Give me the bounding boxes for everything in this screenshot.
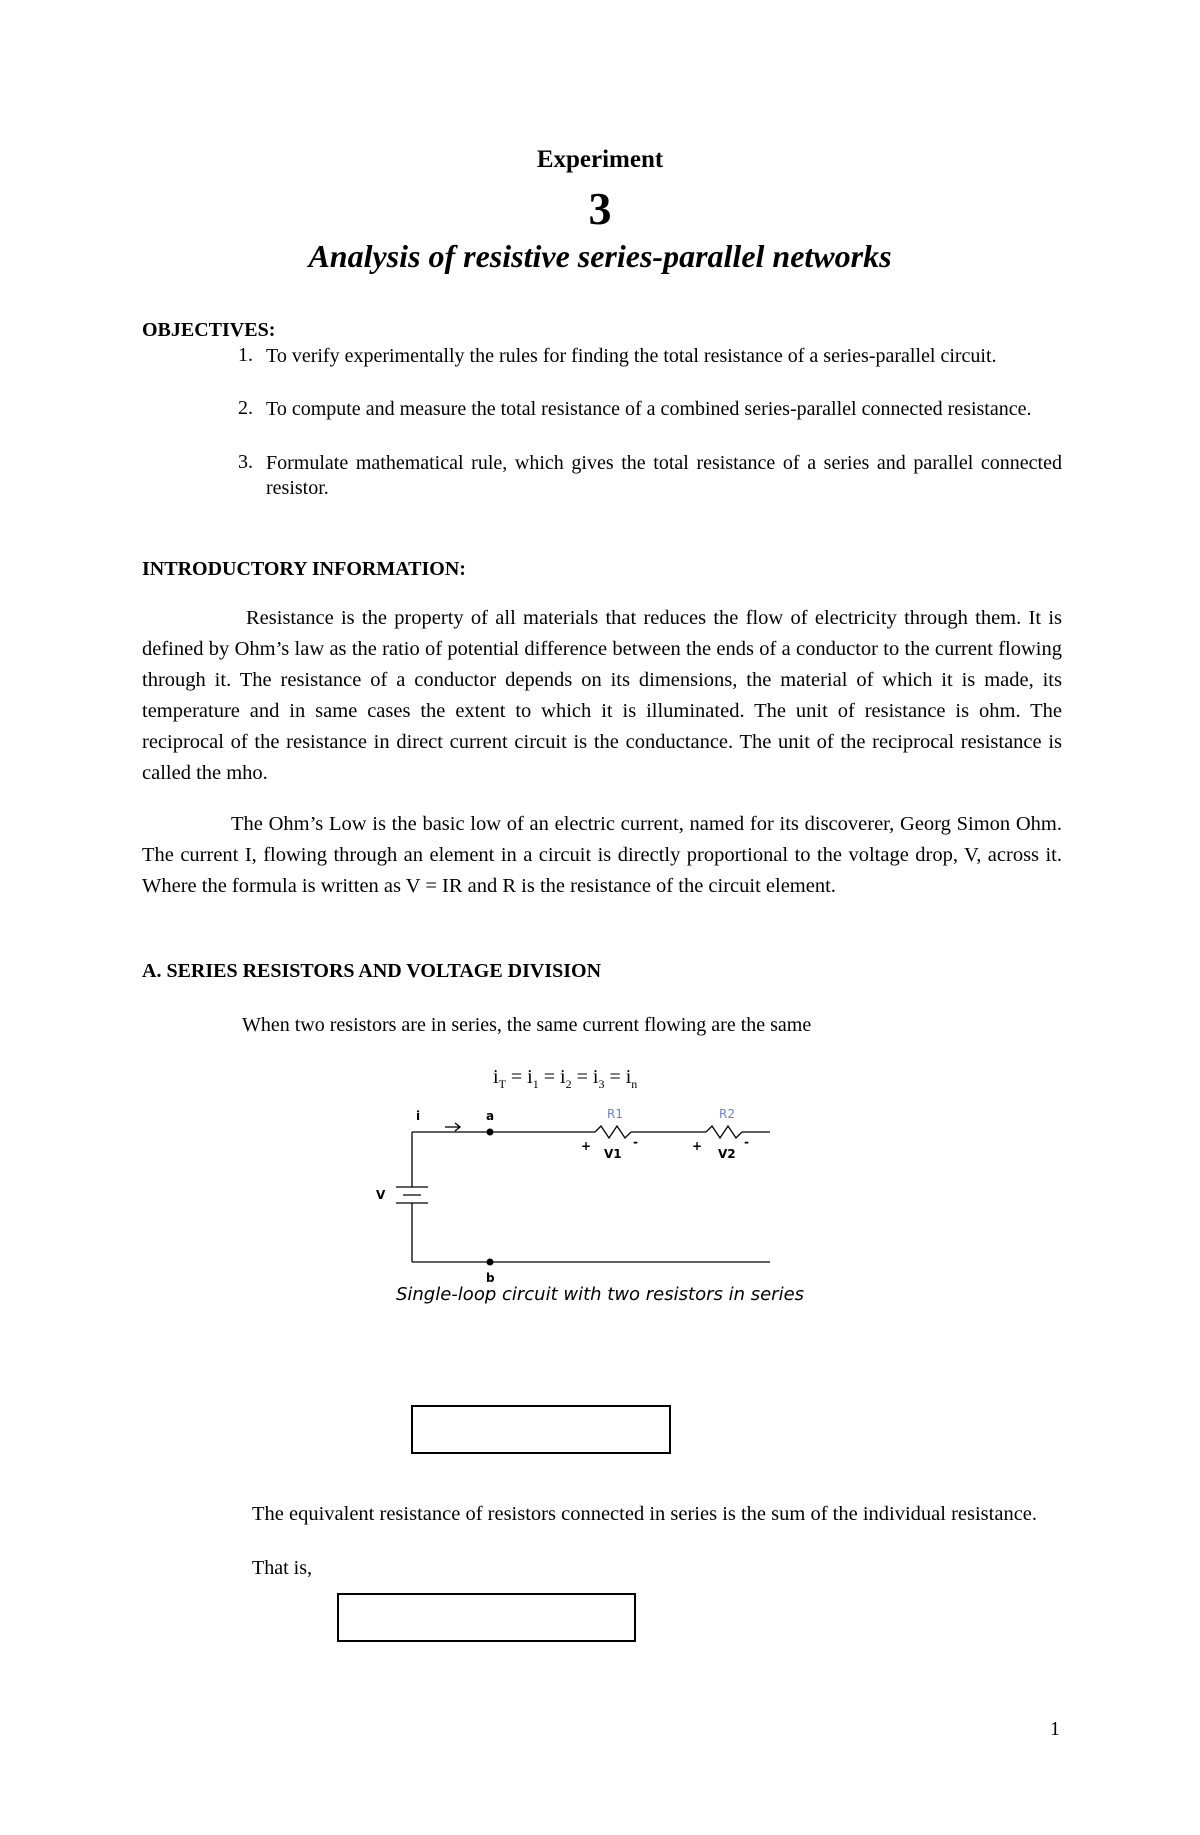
v1-label: V1 — [604, 1147, 622, 1161]
v2-minus: - — [744, 1135, 749, 1149]
series-circuit-diagram — [360, 1100, 790, 1300]
intro-paragraph-1: Resistance is the property of all materials that reduces the flow of electricity through them. It is defined by Ohm’s law as the ratio of potential difference between the ends of a conductor to the current flowing through it. The resistance of a conductor depends on its dimensions, the material of which it is made, its temperature and in same cases the extent to which it is illuminated. The unit of resistance is ohm. The reciprocal of the resistance in direct current circuit is the conductance. The unit of the reciprocal resistance is called the mho. — [142, 607, 1062, 784]
r1-label: R1 — [607, 1107, 623, 1121]
experiment-number: 3 — [588, 183, 612, 234]
intro-heading: INTRODUCTORY INFORMATION: — [142, 558, 466, 580]
v1-minus: - — [633, 1135, 638, 1149]
objective-number: 2. — [238, 397, 253, 419]
page-title: Analysis of resistive series-parallel networks — [308, 238, 892, 274]
node-b-label: b — [486, 1271, 495, 1285]
equivalent-resistance-text: The equivalent resistance of resistors connected in series is the sum of the individual resistance. — [252, 1503, 1038, 1525]
source-label: V — [376, 1188, 386, 1202]
circuit-caption: Single-loop circuit with two resistors in series — [395, 1284, 805, 1305]
formula-box-voltage — [411, 1405, 671, 1454]
current-label: i — [416, 1109, 421, 1123]
objective-number: 3. — [238, 451, 253, 473]
objective-number: 1. — [238, 344, 253, 366]
v2-plus: + — [692, 1139, 703, 1153]
node-a-dot — [487, 1129, 494, 1136]
intro-paragraph-2: The Ohm’s Low is the basic low of an electric current, named for its discoverer, Georg Simon Ohm. The current I, flowing through an element in a circuit is directly proportional to the voltage drop, V, across it. Where the formula is written as V = IR and R is the resistance of the circuit element. — [142, 813, 1062, 897]
that-is-text: That is, — [252, 1557, 312, 1579]
experiment-label: Experiment — [536, 146, 664, 173]
node-b-dot — [487, 1259, 494, 1266]
current-equation: $i_T = i_1 = i_2 = i_3 = i_n$ — [493, 1066, 638, 1091]
node-a-label: a — [486, 1109, 495, 1123]
objective-item: Formulate mathematical rule, which gives the total resistance of a series and parallel connected resistor. — [266, 452, 1062, 499]
objectives-heading: OBJECTIVES: — [142, 319, 276, 341]
page-number: 1 — [1050, 1718, 1060, 1740]
v1-plus: + — [581, 1139, 592, 1153]
v2-label: V2 — [718, 1147, 736, 1161]
section-a-heading: A. SERIES RESISTORS AND VOLTAGE DIVISION — [142, 960, 602, 982]
objective-item: To compute and measure the total resistance of a combined series-parallel connected resistance. — [266, 398, 1032, 420]
formula-box-series-resistance — [337, 1593, 636, 1642]
resistor-r1 — [595, 1126, 631, 1138]
r2-label: R2 — [719, 1107, 735, 1121]
resistor-r2 — [706, 1126, 742, 1138]
objective-item: To verify experimentally the rules for finding the total resistance of a series-parallel circuit. — [266, 345, 997, 367]
series-current-sentence: When two resistors are in series, the same current flowing are the same — [242, 1014, 812, 1036]
